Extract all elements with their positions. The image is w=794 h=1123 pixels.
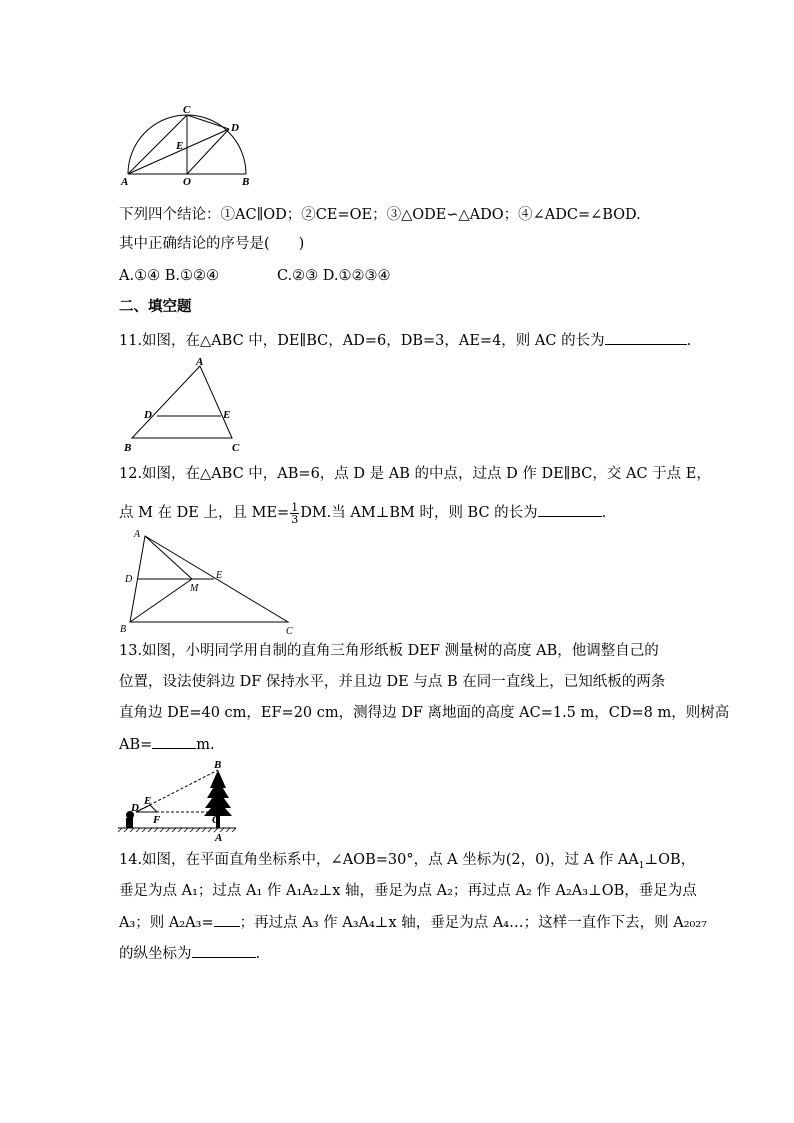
triangle-ABC xyxy=(132,366,232,438)
label-E: E xyxy=(216,570,223,581)
segment-CD xyxy=(187,115,229,129)
label-A: A xyxy=(215,832,223,844)
label-B: B xyxy=(242,176,250,188)
q10-conclusions: 下列四个结论：①AC∥OD；②CE=OE；③△ODE∽△ADO；④∠ADC=∠BOD. xyxy=(119,207,641,223)
q14-line1-end: ⊥OB， xyxy=(644,852,696,868)
label-C: C xyxy=(232,442,240,454)
label-B: B xyxy=(214,759,222,771)
label-F: F xyxy=(153,814,161,826)
label-B: B xyxy=(124,442,132,454)
label-M: M xyxy=(190,583,199,594)
q14-answer-blank-1[interactable] xyxy=(214,912,240,927)
q14-line4 xyxy=(119,943,260,964)
label-E: E xyxy=(176,140,184,152)
q13-tree-figure xyxy=(114,760,244,842)
q13-line1: 13.如图，小明同学用自制的直角三角形纸板 DEF 测量树的高度 AB，他调整自己的 xyxy=(119,643,659,659)
label-B: B xyxy=(120,624,127,635)
q14-line1-text: 14.如图，在平面直角坐标系中，∠AOB=30°，点 A 坐标为(2，0)，过 A 作 AA xyxy=(119,852,639,868)
q13-line2: 位置，设法使斜边 DF 保持水平，并且边 DE 与点 B 在同一直线上，已知纸板的两条 xyxy=(119,674,666,690)
q14-line3-post: ；再过点 A₃ 作 A₃A₄⊥x 轴，垂足为点 A₄…；这样一直作下去，则 A₂₀₂₇ xyxy=(239,915,707,931)
label-D: D xyxy=(131,802,139,814)
segment-OD xyxy=(187,129,229,174)
q11-text: 11.如图，在△ABC 中，DE∥BC，AD=6，DB=3，AE=4，则 AC 的长为 . xyxy=(119,330,691,351)
q13-line4-post: m. xyxy=(196,737,215,753)
label-D: D xyxy=(125,574,133,585)
label-D: D xyxy=(144,409,152,421)
q14-line1 xyxy=(119,850,695,876)
label-A: A xyxy=(134,529,141,540)
q14-line3-pre: A₃；则 A₂A₃= xyxy=(119,915,214,931)
q10-semicircle-figure xyxy=(118,104,268,190)
label-A: A xyxy=(121,176,129,188)
fraction-denominator: 3 xyxy=(291,512,299,526)
fraction-one-third xyxy=(290,502,299,525)
section-title: 二、填空题 xyxy=(119,299,192,315)
q14-line3 xyxy=(119,912,707,933)
q12-line1: 12.如图，在△ABC 中，AB=6，点 D 是 AB 的中点，过点 D 作 DE∥BC，交 AC 于点 E， xyxy=(119,466,711,482)
label-O: O xyxy=(183,176,191,188)
q12-line2-post: DM.当 AM⊥BM 时，则 BC 的长为 xyxy=(300,505,538,521)
q14-line1-sub: 1 xyxy=(638,860,645,871)
q13-line3: 直角边 DE=40 cm，EF=20 cm，测得边 DF 离地面的高度 AC=1.5 m，CD=8 m，则树高 xyxy=(119,705,730,721)
segment-BM xyxy=(130,579,192,622)
q12-line2-pre: 点 M 在 DE 上，且 ME= xyxy=(119,505,290,521)
label-E: E xyxy=(223,409,231,421)
label-C: C xyxy=(212,814,220,826)
q13-line4-pre: AB= xyxy=(119,737,153,753)
q11-triangle-figure xyxy=(120,356,250,456)
q14-line4-pre: 的纵坐标为 xyxy=(119,946,192,962)
segment-AM xyxy=(145,536,192,579)
q12-answer-blank[interactable] xyxy=(538,502,602,517)
label-D: D xyxy=(231,122,239,134)
q13-line4 xyxy=(119,734,215,755)
q12-line2: 点 M 在 DE 上，且 ME= $\frac{1}{3}$ DM.当 AM⊥BM 时，则 BC 的长为 . xyxy=(119,500,607,526)
label-A: A xyxy=(196,356,204,368)
label-C: C xyxy=(286,626,293,637)
q12-triangle-figure xyxy=(118,530,298,638)
q10-options: A.①④ B.①②④ C.②③ D.①②③④ xyxy=(119,268,391,284)
label-C: C xyxy=(183,104,191,116)
q14-answer-blank-2[interactable] xyxy=(192,943,256,958)
q10-prompt: 其中正确结论的序号是( ) xyxy=(119,236,305,252)
fraction-numerator: 1 xyxy=(291,500,299,514)
q13-answer-blank[interactable] xyxy=(152,734,196,749)
label-E: E xyxy=(144,795,152,807)
q11-stem: 11.如图，在△ABC 中，DE∥BC，AD=6，DB=3，AE=4，则 AC 的长为 xyxy=(119,333,605,349)
q11-answer-blank[interactable] xyxy=(605,330,687,345)
q14-line4-post: . xyxy=(255,946,261,962)
q14-line2: 垂足为点 A₁；过点 A₁ 作 A₁A₂⊥x 轴，垂足为点 A₂；再过点 A₂ 作 A₂A₃⊥OB，垂足为点 xyxy=(119,883,697,899)
